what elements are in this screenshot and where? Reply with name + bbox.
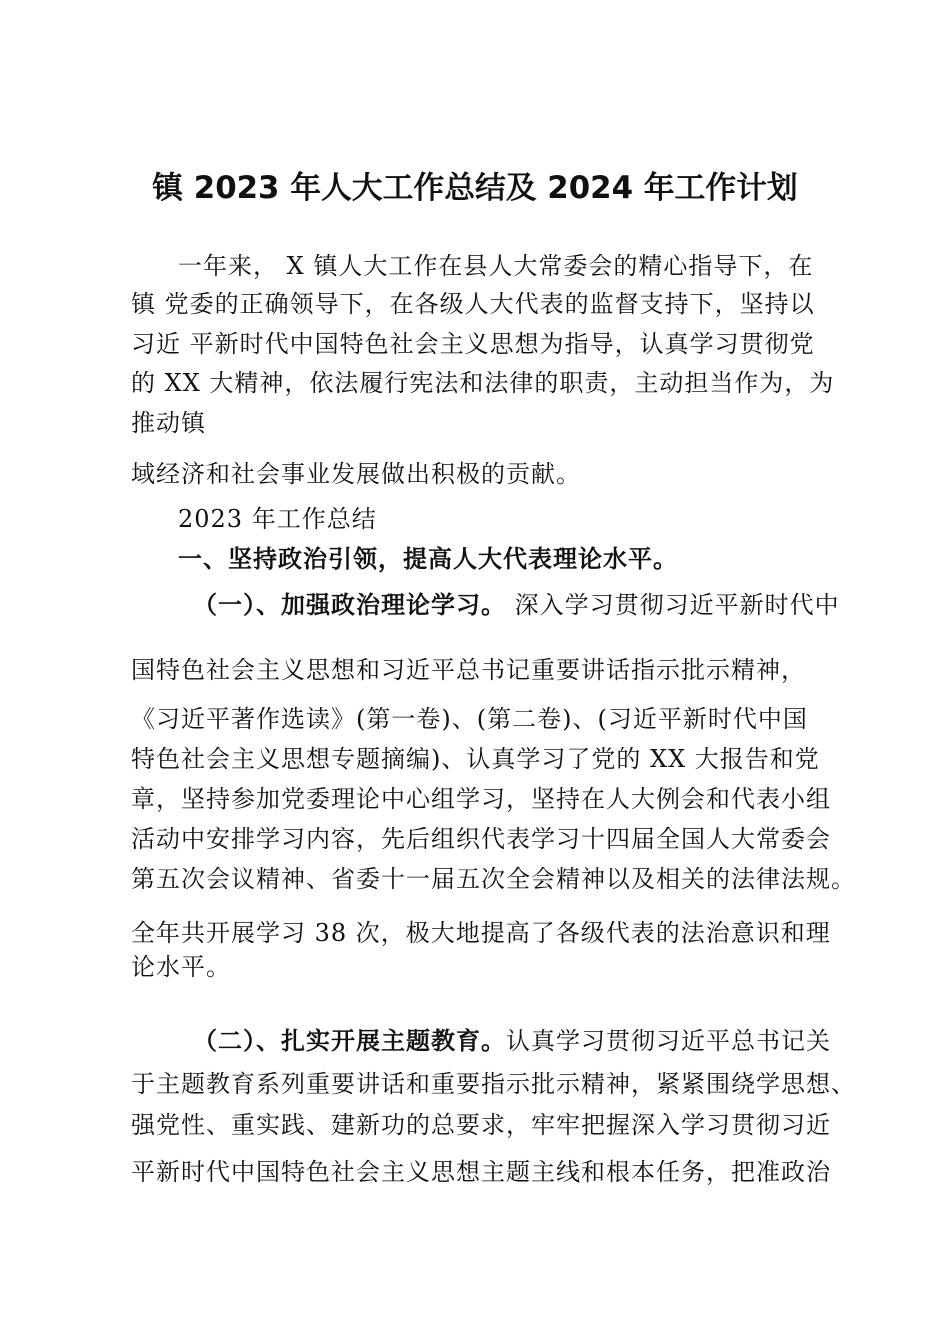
sub1-line-3: 特色社会主义思想专题摘编)、认真学习了党的 XX 大报告和党 <box>131 745 820 773</box>
sub2-first-line-text: 认真学习贯彻习近平总书记关 <box>506 1027 831 1055</box>
intro-line-3: 习近 平新时代中国特色社会主义思想为指导，认真学习贯彻党 <box>131 330 815 358</box>
intro-line-5: 推动镇 <box>131 409 206 437</box>
sub1-line-7: 全年共开展学习 38 次，极大地提高了各级代表的法治意识和理 <box>131 919 831 947</box>
sub1-line-4: 章，坚持参加党委理论中心组学习，坚持在人大例会和代表小组 <box>131 785 831 813</box>
sub1-line-8: 论水平。 <box>131 953 231 981</box>
sub2-line-2: 强党性、重实践、建新功的总要求，牢牢把握深入学习贯彻习近 <box>131 1111 831 1139</box>
sub1-line-5: 活动中安排学习内容，先后组织代表学习十四届全国人大常委会 <box>131 825 831 853</box>
intro-line-6: 域经济和社会事业发展做出积极的贡献。 <box>131 460 581 488</box>
sub2-first-line <box>193 1026 831 1056</box>
sub1-heading: （一）、加强政治理论学习。 <box>193 591 506 619</box>
sub2-line-3: 平新时代中国特色社会主义思想主题主线和根本任务，把准政治 <box>131 1158 831 1186</box>
sub2-line-1: 于主题教育系列重要讲话和重要指示批示精神，紧紧围绕学思想、 <box>131 1070 856 1098</box>
section1-heading: 一、坚持政治引领，提高人大代表理论水平。 <box>178 545 678 573</box>
sub1-line-6: 第五次会议精神、省委十一届五次全会精神以及相关的法律法规。 <box>131 865 856 893</box>
sub1-line-2: 《习近平著作选读》(第一卷)、(第二卷)、(习近平新时代中国 <box>131 705 808 733</box>
sub2-heading: （二）、扎实开展主题教育。 <box>193 1027 506 1055</box>
summary-label: 2023 年工作总结 <box>178 505 377 533</box>
intro-line-1: 一年来， X 镇人大工作在县人大常委会的精心指导下，在 <box>178 252 814 280</box>
sub1-first-line-text: 深入学习贯彻习近平新时代中 <box>506 591 840 619</box>
intro-line-2: 镇 党委的正确领导下，在各级人大代表的监督支持下，坚持以 <box>131 290 815 318</box>
sub1-line-1: 国特色社会主义思想和习近平总书记重要讲话指示批示精神， <box>131 656 806 684</box>
intro-line-4: 的 XX 大精神，依法履行宪法和法律的职责，主动担当作为，为 <box>131 369 835 397</box>
sub1-first-line <box>193 590 840 620</box>
document-title: 镇 2023 年人大工作总结及 2024 年工作计划 <box>152 170 798 206</box>
